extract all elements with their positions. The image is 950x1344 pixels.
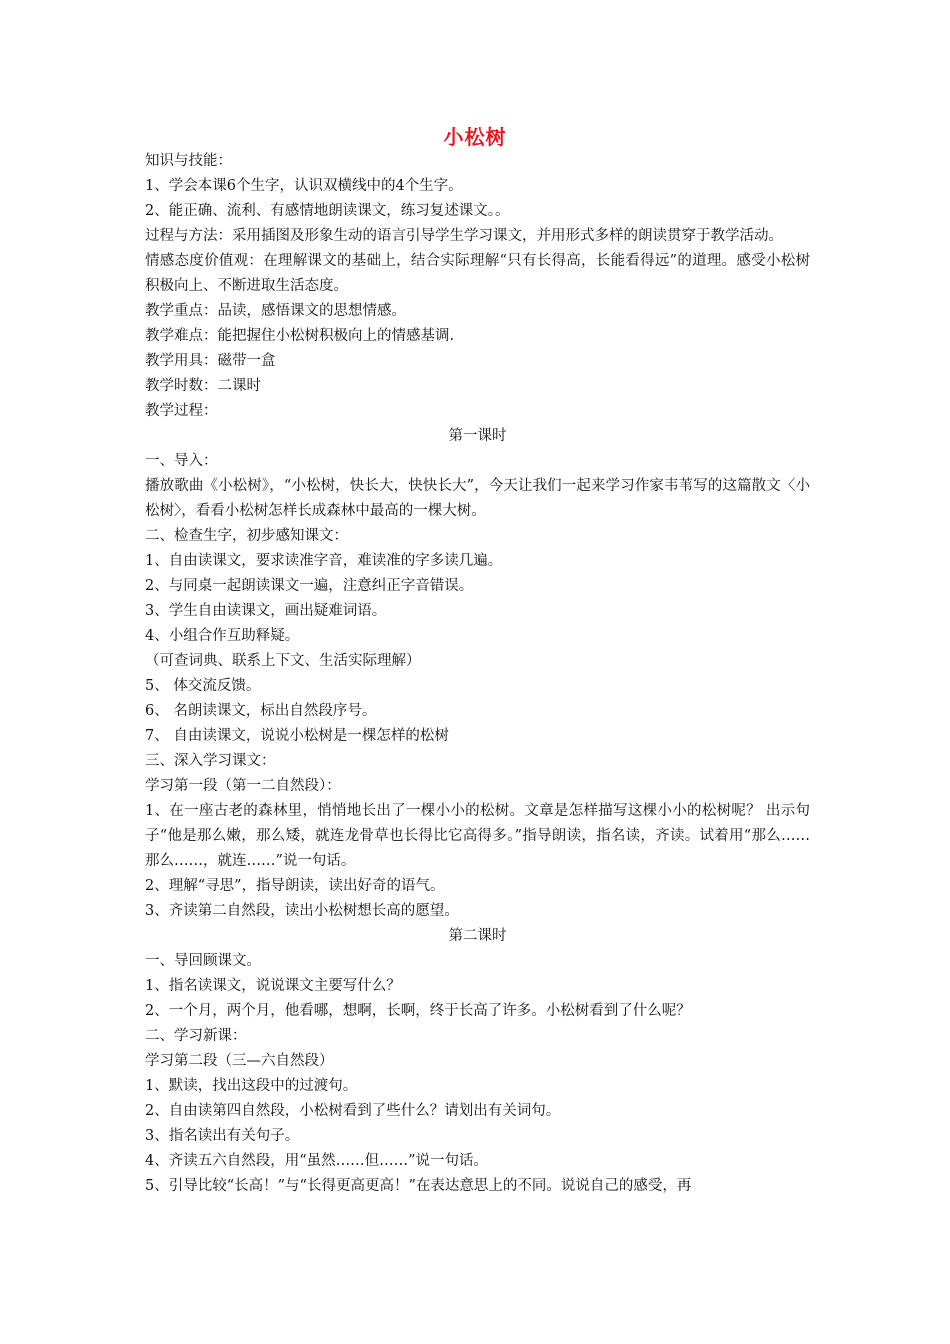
section-heading: 第二课时 xyxy=(448,928,507,944)
paragraph: 3、齐读第二自然段，读出小松树想长高的愿望。 xyxy=(145,903,459,919)
paragraph: 知识与技能： xyxy=(145,153,232,169)
document-title: 小松树 xyxy=(443,125,507,149)
paragraph: 二、学习新课： xyxy=(145,1028,247,1044)
paragraph: 情感态度价值观：在理解课文的基础上，结合实际理解“只有长得高，长能看得远”的道理。感受小松树积极向上、不断进取生活态度。 xyxy=(145,253,810,294)
section-heading: 第一课时 xyxy=(448,428,507,444)
paragraph: 5、 体交流反馈。 xyxy=(145,678,261,694)
paragraph: 教学重点：品读，感悟课文的思想情感。 xyxy=(145,303,406,319)
paragraph: 教学时数：二课时 xyxy=(145,378,261,394)
paragraph: 教学难点：能把握住小松树积极向上的情感基调. xyxy=(145,328,455,344)
paragraph: 2、理解“寻思”，指导朗读，读出好奇的语气。 xyxy=(145,878,445,894)
paragraph: 教学过程： xyxy=(145,403,218,419)
paragraph: 学习第二段（三—六自然段） xyxy=(145,1053,334,1069)
paragraph: 2、自由读第四自然段，小松树看到了些什么？请划出有关词句。 xyxy=(145,1103,561,1119)
paragraph: 一、导入： xyxy=(145,453,218,469)
paragraph: 一、导回顾课文。 xyxy=(145,953,261,969)
paragraph: 2、一个月，两个月，他看哪，想啊，长啊，终于长高了许多。小松树看到了什么呢？ xyxy=(145,1003,691,1019)
paragraph: 3、学生自由读课文，画出疑难词语。 xyxy=(145,603,387,619)
paragraph: 1、在一座古老的森林里，悄悄地长出了一棵小小的松树。文章是怎样描写这棵小小的松树呢？ 出示句子“他是那么嫩，那么矮，就连龙骨草也长得比它高得多。”指导朗读，指名读，齐读。试着用“那么……那么……，就连……”说一句话。 xyxy=(145,803,810,869)
paragraph: （可查词典、联系上下文、生活实际理解） xyxy=(145,653,421,669)
paragraph: 3、指名读出有关句子。 xyxy=(145,1128,300,1144)
paragraph: 1、默读，找出这段中的过渡句。 xyxy=(145,1078,358,1094)
paragraph: 4、小组合作互助释疑。 xyxy=(145,628,300,644)
paragraph: 5、引导比较“长高！”与“长得更高更高！”在表达意思上的不同。说说自己的感受，再 xyxy=(145,1178,692,1194)
paragraph: 学习第一段（第一二自然段）： xyxy=(145,778,341,794)
document-body xyxy=(145,149,810,1199)
paragraph: 播放歌曲《小松树》，“小松树，快长大，快快长大”，今天让我们一起来学习作家韦苇写的这篇散文〈小松树〉，看看小松树怎样长成森林中最高的一棵大树。 xyxy=(145,478,810,519)
paragraph: 三、深入学习课文： xyxy=(145,753,276,769)
paragraph: 2、与同桌一起朗读课文一遍，注意纠正字音错误。 xyxy=(145,578,474,594)
paragraph: 1、学会本课6个生字，认识双横线中的4个生字。 xyxy=(145,178,463,194)
paragraph: 2、能正确、流利、有感情地朗读课文，练习复述课文。。 xyxy=(145,203,510,219)
paragraph: 1、自由读课文，要求读准字音，难读准的字多读几遍。 xyxy=(145,553,503,569)
paragraph: 教学用具：磁带一盒 xyxy=(145,353,276,369)
paragraph: 4、齐读五六自然段，用“虽然……但……”说一句话。 xyxy=(145,1153,489,1169)
paragraph: 过程与方法：采用插图及形象生动的语言引导学生学习课文，并用形式多样的朗读贯穿于教学活动。 xyxy=(145,228,783,244)
paragraph: 1、指名读课文，说说课文主要写什么？ xyxy=(145,978,401,994)
paragraph: 二、检查生字，初步感知课文： xyxy=(145,528,348,544)
paragraph: 7、 自由读课文，说说小松树是一棵怎样的松树 xyxy=(145,728,449,744)
paragraph: 6、 名朗读课文，标出自然段序号。 xyxy=(145,703,377,719)
